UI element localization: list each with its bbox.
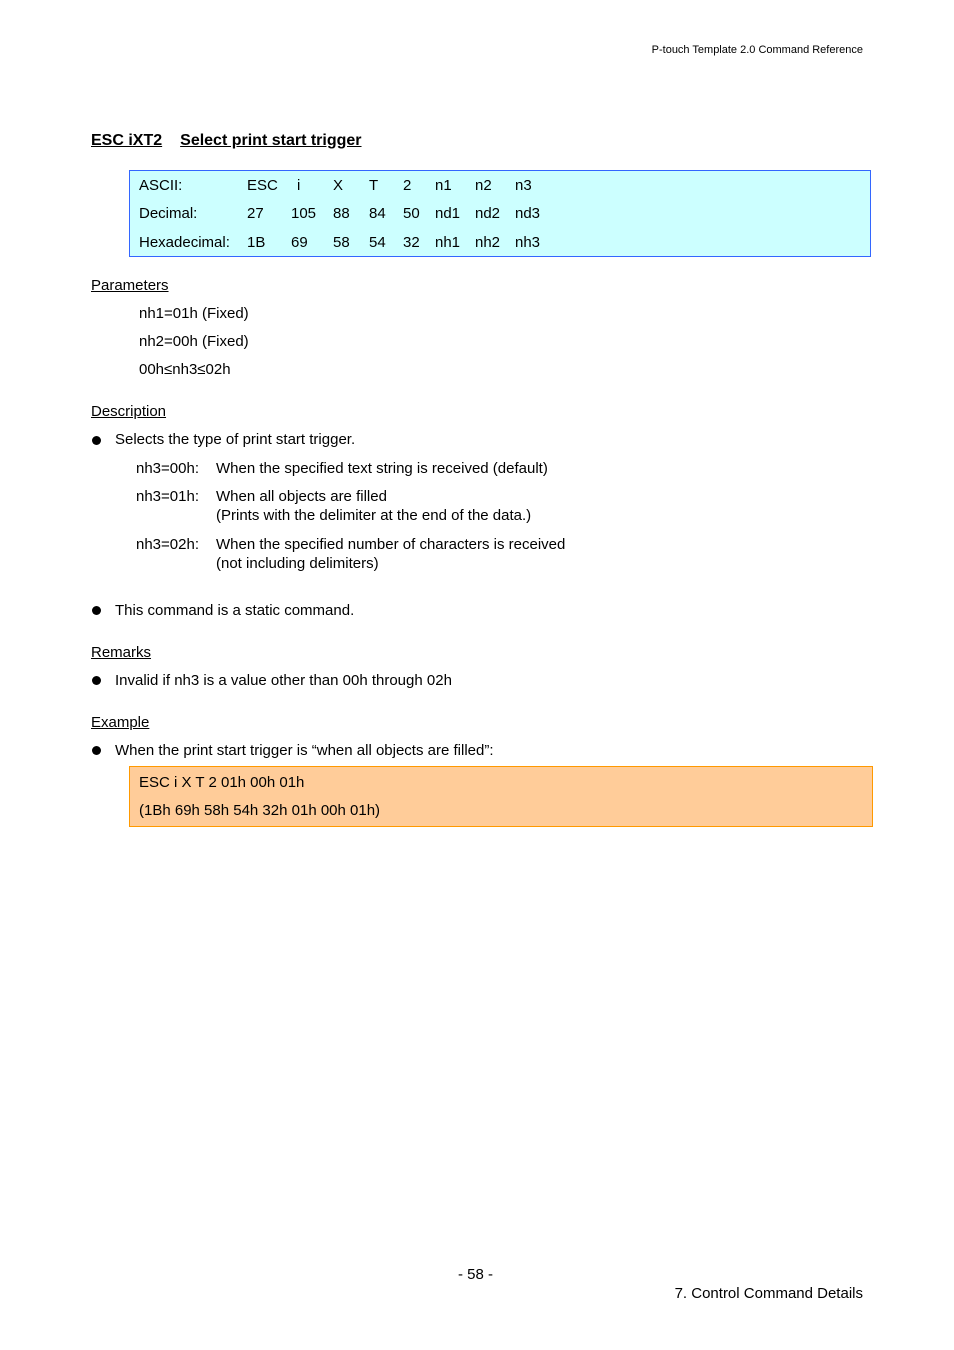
cell: nd1 xyxy=(435,205,461,222)
description-heading: Description xyxy=(91,403,167,420)
description-bullet: This command is a static command. xyxy=(115,602,355,619)
option-key: nh3=02h: xyxy=(136,536,199,553)
cell: 84 xyxy=(369,205,386,222)
command-code: ESC iXT2 xyxy=(91,132,163,149)
cell: 27 xyxy=(247,205,264,222)
cell: 1B xyxy=(247,234,266,251)
cell: 58 xyxy=(333,234,350,251)
row-label: ASCII: xyxy=(139,177,183,194)
option-text: When all objects are filled xyxy=(216,488,387,505)
parameters-heading: Parameters xyxy=(91,277,169,294)
cell: 54 xyxy=(369,234,386,251)
option-key: nh3=01h: xyxy=(136,488,199,505)
option-text-note: (not including delimiters) xyxy=(216,555,379,572)
cell: X xyxy=(333,177,344,194)
row-label: Hexadecimal: xyxy=(139,234,230,251)
bullet-icon xyxy=(92,436,101,445)
cell: 32 xyxy=(403,234,420,251)
example-code-box xyxy=(129,766,873,827)
example-heading: Example xyxy=(91,714,150,731)
option-key: nh3=00h: xyxy=(136,460,199,477)
command-table xyxy=(129,170,871,257)
cell: 69 xyxy=(291,234,308,251)
cell: nh2 xyxy=(475,234,501,251)
cell: n2 xyxy=(475,177,492,194)
remarks-bullet: Invalid if nh3 is a value other than 00h through 02h xyxy=(115,672,452,689)
page-number: - 58 - xyxy=(458,1266,494,1283)
cell: nh3 xyxy=(515,234,541,251)
option-text: When the specified number of characters is received xyxy=(216,536,566,553)
description-bullet: Selects the type of print start trigger. xyxy=(115,431,356,448)
example-code-line: ESC i X T 2 01h 00h 01h xyxy=(139,774,305,791)
cell: n3 xyxy=(515,177,532,194)
option-text: When the specified text string is received (default) xyxy=(216,460,548,477)
bullet-icon xyxy=(92,676,101,685)
cell: 2 xyxy=(403,177,412,194)
remarks-heading: Remarks xyxy=(91,644,152,661)
cell: nh1 xyxy=(435,234,461,251)
cell: 105 xyxy=(291,205,317,222)
parameter-item: nh2=00h (Fixed) xyxy=(139,333,249,350)
cell: i xyxy=(297,177,301,194)
command-name: Select print start trigger xyxy=(180,132,362,149)
cell: 50 xyxy=(403,205,420,222)
cell: n1 xyxy=(435,177,452,194)
section-title xyxy=(91,132,362,150)
example-bullet: When the print start trigger is “when all objects are filled”: xyxy=(115,742,494,759)
bullet-icon xyxy=(92,606,101,615)
bullet-icon xyxy=(92,746,101,755)
option-text-note: (Prints with the delimiter at the end of the data.) xyxy=(216,507,532,524)
row-label: Decimal: xyxy=(139,205,198,222)
header-reference: P-touch Template 2.0 Command Reference xyxy=(651,44,863,56)
example-code-hex: (1Bh 69h 58h 54h 32h 01h 00h 01h) xyxy=(139,802,381,819)
parameter-item: nh1=01h (Fixed) xyxy=(139,305,249,322)
cell: ESC xyxy=(247,177,278,194)
cell: nd2 xyxy=(475,205,501,222)
cell: 88 xyxy=(333,205,350,222)
cell: nd3 xyxy=(515,205,541,222)
parameter-item: 00h≤nh3≤02h xyxy=(139,361,231,378)
cell: T xyxy=(369,177,379,194)
chapter-name: 7. Control Command Details xyxy=(674,1285,863,1302)
